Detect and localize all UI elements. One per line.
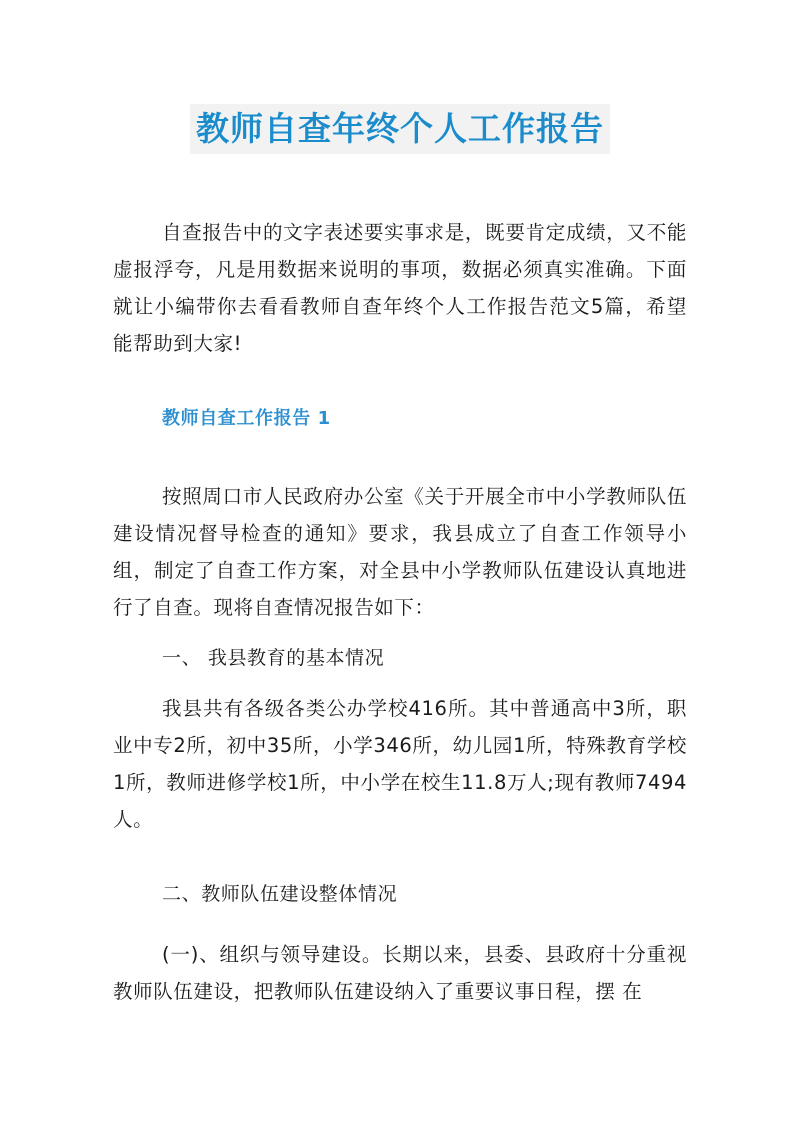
- paragraph-3: (一)、组织与领导建设。长期以来，县委、县政府十分重视教师队伍建设，把教师队伍建设纳入了重要议事日程，摆 在: [113, 943, 687, 1003]
- paragraph-1: 按照周口市人民政府办公室《关于开展全市中小学教师队伍建设情况督导检查的通知》要求，我县成立了自查工作领导小组，制定了自查工作方案，对全县中小学教师队伍建设认真地进行了自查。现将自查情况报告如下：: [113, 485, 687, 619]
- intro-paragraph: 自查报告中的文字表述要实事求是，既要肯定成绩，又不能虚报浮夸，凡是用数据来说明的事项，数据必须真实准确。下面就让小编带你去看看教师自查年终个人工作报告范文5篇，希望能帮助到大家!: [113, 221, 687, 355]
- document-title: 教师自查年终个人工作报告: [190, 104, 610, 154]
- heading-basic-situation: 一、 我县教育的基本情况: [162, 647, 385, 669]
- paragraph-2: 我县共有各级各类公办学校416所。其中普通高中3所，职业中专2所，初中35所，小学346所，幼儿园1所，特殊教育学校1所，教师进修学校1所，中小学在校生11.8万人;现有教师7494人。: [113, 697, 687, 831]
- title-container: [0, 104, 800, 154]
- heading-teacher-team: 二、教师队伍建设整体情况: [162, 883, 398, 905]
- section-heading: 教师自查工作报告 1: [162, 408, 331, 429]
